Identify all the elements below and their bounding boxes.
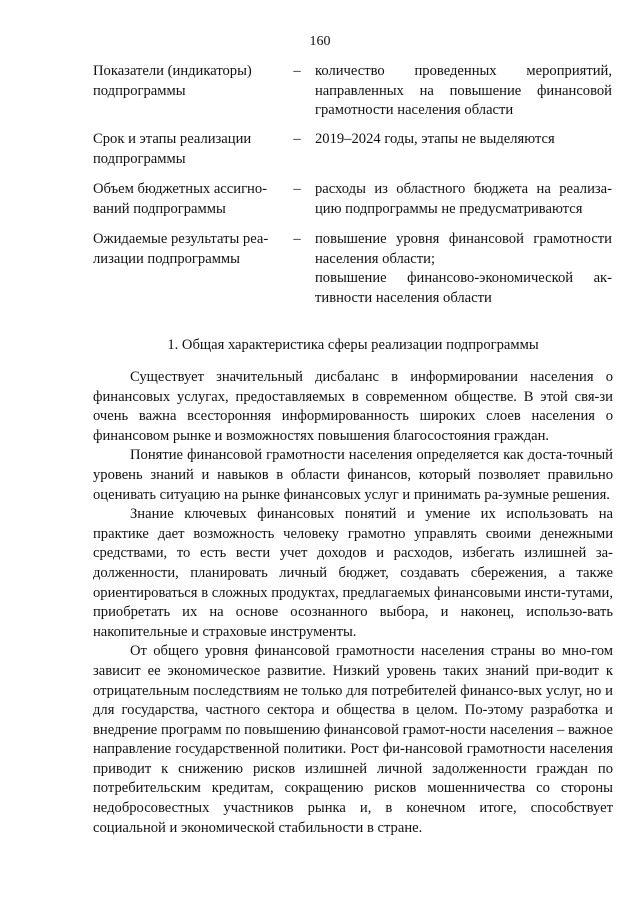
passport-value [315, 130, 612, 150]
passport-label: Объем бюджетных ассигно-ваний подпрограммы [93, 181, 268, 217]
passport-value-text: расходы из областного бюджета на реализа-цию подпрограммы не предусматриваются [315, 181, 612, 217]
body-paragraph: Существует значительный дисбаланс в информировании населения о финансовых услугах, предоставляемых в современном обществе. В этой свя-зи очень важна всесторонняя информированность широких слоев населения о финансовом рынке и возможностях повышения благосостояния граждан. [93, 369, 613, 444]
passport-label: Ожидаемые результаты реа-лизации подпрограммы [93, 231, 269, 267]
passport-dash: – [293, 63, 301, 79]
passport-label: Срок и этапы реализации подпрограммы [93, 131, 252, 167]
passport-dash: – [293, 231, 301, 247]
passport-dash: – [293, 181, 301, 197]
passport-dash: – [293, 131, 301, 147]
section-heading: 1. Общая характеристика сферы реализации подпрограммы [167, 337, 539, 353]
passport-value-text: повышение уровня финансовой грамотности населения области; [315, 231, 612, 267]
body-paragraph: Понятие финансовой грамотности населения определяется как доста-точный уровень знаний и навыков в области финансов, который позволяет правильно оценивать ситуацию на рынке финансовых услуг и принимать ра-зумные решения. [93, 447, 613, 503]
passport-value [315, 62, 612, 121]
passport-value-text: повышение финансово-экономической ак-тивности населения области [315, 270, 612, 306]
passport-value-text: 2019–2024 годы, этапы не выделяются [315, 131, 555, 147]
passport-value [315, 230, 612, 308]
section-body [93, 368, 613, 838]
passport-value-text: количество проведенных мероприятий, направленных на повышение финансовой грамотности населения области [315, 63, 612, 118]
passport-label: Показатели (индикаторы) подпрограммы [93, 63, 252, 99]
body-paragraph: Знание ключевых финансовых понятий и умение их использовать на практике дает возможность человеку грамотно управлять своими денежными средствами, то есть вести учет доходов и расходов, избегать излишней за-долженности, планировать личный бюджет, создавать сбережения, а также ориентироваться в сложных продуктах, предлагаемых финансовыми инсти-тутами, приобретать их на основе осознанного выбора, и наконец, использо-вать накопительные и страховые инструменты. [93, 506, 613, 640]
passport-value [315, 180, 612, 219]
page-number: 160 [309, 34, 331, 49]
body-paragraph: От общего уровня финансовой грамотности населения страны во мно-гом зависит ее экономическое развитие. Низкий уровень таких знаний при-водит к отрицательным последствиям не только для потребителей финансо-вых услуг, но и для государства, частного сектора и общества в целом. По-этому разработка и внедрение программ по повышению финансовой грамот-ности населения – важное направление государственной политики. Рост фи-нансовой грамотности населения приводит к снижению рисков излишней личной задолженности граждан по потребительским кредитам, сокращению рисков мошенничества со стороны недобросовестных участников рынка и, в конечном итоге, способствует социальной и экономической стабильности в стране. [93, 643, 613, 836]
